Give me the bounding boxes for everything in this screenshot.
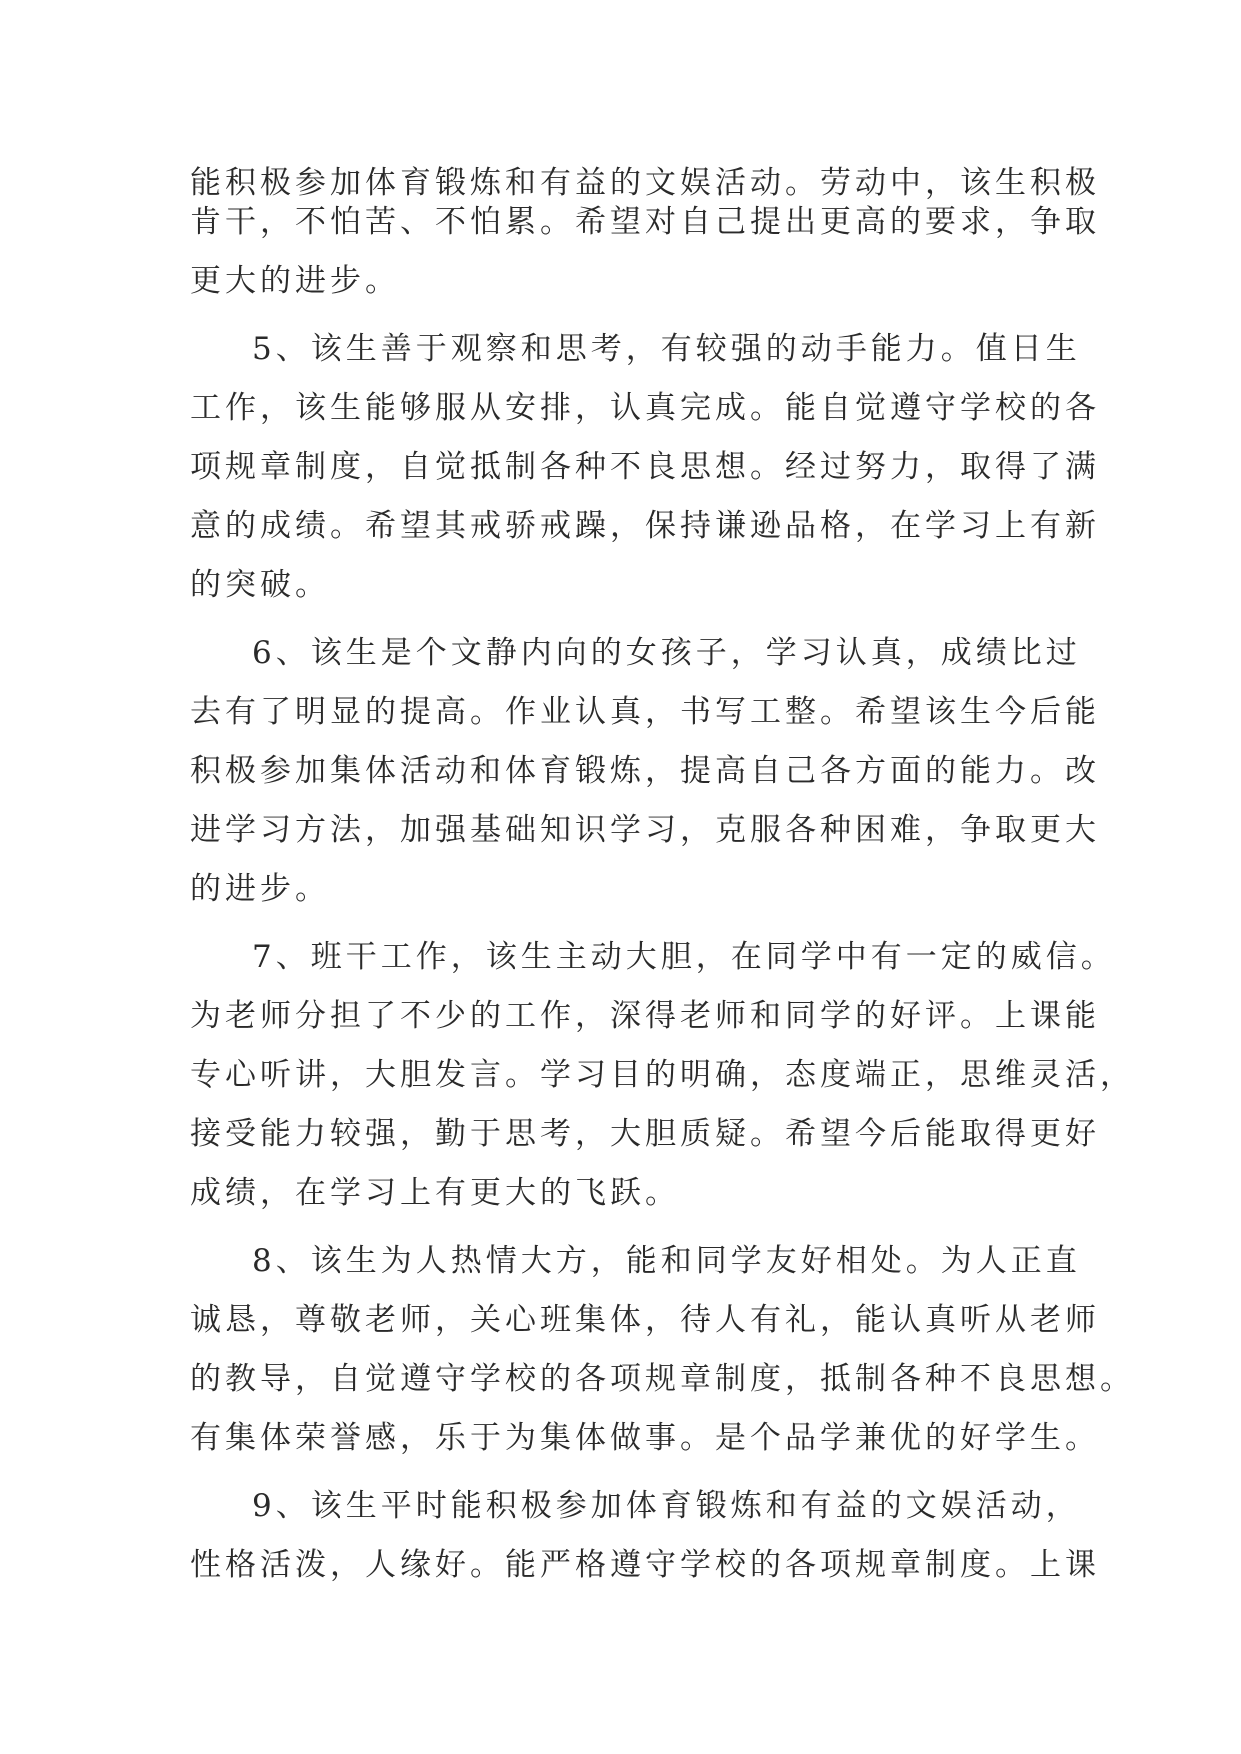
paragraph-line: 专心听讲，大胆发言。学习目的明确，态度端正，思维灵活，	[190, 1057, 1135, 1093]
paragraph-line: 项规章制度，自觉抵制各种不良思想。经过努力，取得了满	[190, 449, 1100, 485]
paragraph-line: 进学习方法，加强基础知识学习，克服各种困难，争取更大	[190, 812, 1100, 848]
paragraph-line: 有集体荣誉感，乐于为集体做事。是个品学兼优的好学生。	[190, 1420, 1100, 1456]
paragraph-first-line: 8、该生为人热情大方，能和同学友好相处。为人正直	[252, 1243, 1081, 1279]
paragraph-line: 更大的进步。	[190, 263, 400, 299]
paragraph-line: 接受能力较强，勤于思考，大胆质疑。希望今后能取得更好	[190, 1116, 1100, 1152]
paragraph-line: 成绩，在学习上有更大的飞跃。	[190, 1175, 680, 1211]
paragraph-line: 的教导，自觉遵守学校的各项规章制度，抵制各种不良思想。	[190, 1361, 1135, 1397]
paragraph-line: 去有了明显的提高。作业认真，书写工整。希望该生今后能	[190, 694, 1100, 730]
paragraph-line: 积极参加集体活动和体育锻炼，提高自己各方面的能力。改	[190, 753, 1100, 789]
paragraph-first-line: 7、班干工作，该生主动大胆，在同学中有一定的威信。	[252, 939, 1116, 975]
paragraph-first-line: 9、该生平时能积极参加体育锻炼和有益的文娱活动，	[252, 1488, 1081, 1524]
document-body	[190, 164, 1135, 1585]
paragraph-line: 的进步。	[190, 871, 330, 907]
paragraph-line: 为老师分担了不少的工作，深得老师和同学的好评。上课能	[190, 998, 1100, 1034]
paragraph-line: 工作，该生能够服从安排，认真完成。能自觉遵守学校的各	[190, 390, 1100, 426]
paragraph-first-line: 5、该生善于观察和思考，有较强的动手能力。值日生	[252, 331, 1081, 367]
paragraph-line: 的突破。	[190, 567, 330, 603]
paragraph-line: 诚恳，尊敬老师，关心班集体，待人有礼，能认真听从老师	[190, 1302, 1100, 1338]
paragraph-line: 肯干，不怕苦、不怕累。希望对自己提出更高的要求，争取	[190, 204, 1100, 240]
paragraph-line: 意的成绩。希望其戒骄戒躁，保持谦逊品格，在学习上有新	[190, 508, 1100, 544]
paragraph-line: 性格活泼，人缘好。能严格遵守学校的各项规章制度。上课	[190, 1547, 1100, 1583]
paragraph-first-line: 6、该生是个文静内向的女孩子，学习认真，成绩比过	[252, 635, 1081, 671]
paragraph-line: 能积极参加体育锻炼和有益的文娱活动。劳动中，该生积极	[190, 165, 1100, 201]
